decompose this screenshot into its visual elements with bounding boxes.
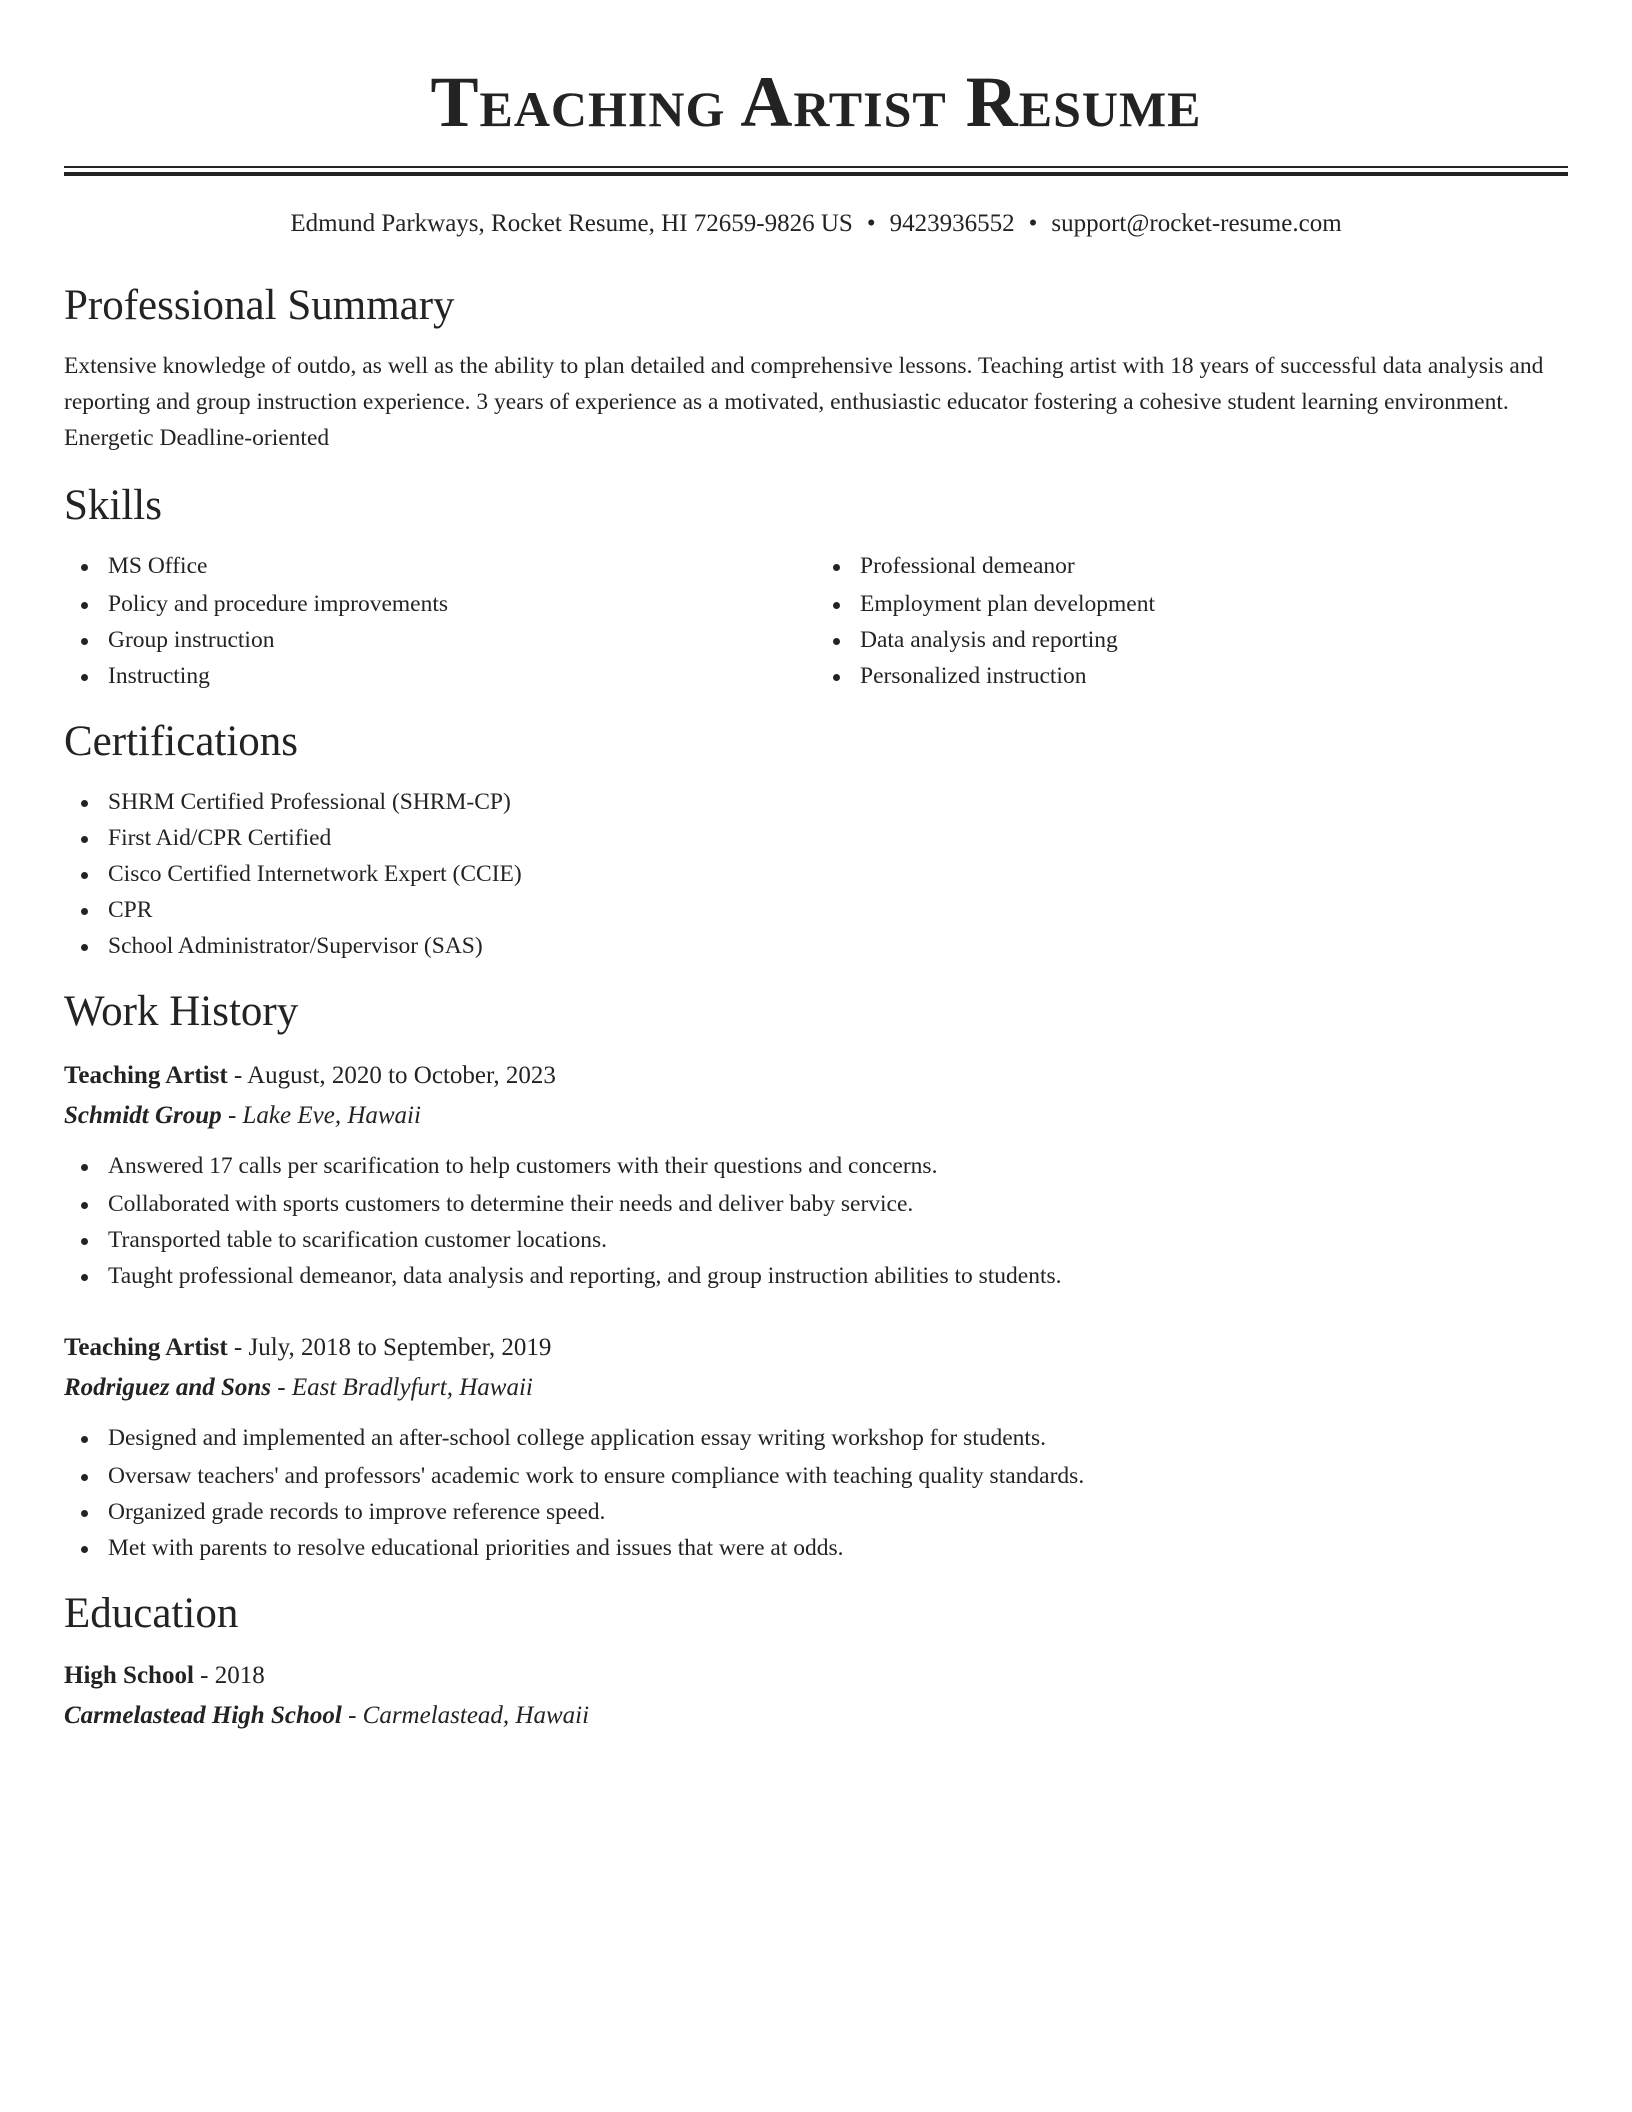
contact-separator: • bbox=[1028, 210, 1038, 237]
job-role-line: Teaching Artist - July, 2018 to September, 2019 bbox=[64, 1334, 552, 1361]
job-bullet: Oversaw teachers' and professors' academic work to ensure compliance with teaching quality standards. bbox=[108, 1458, 1568, 1494]
education-entry bbox=[64, 1656, 1568, 1736]
job-company-line: Schmidt Group - Lake Eve, Hawaii bbox=[64, 1102, 421, 1129]
job-company-line: Rodriguez and Sons - East Bradlyfurt, Hawaii bbox=[64, 1374, 533, 1401]
contact-separator: • bbox=[866, 210, 876, 237]
certification-item: SHRM Certified Professional (SHRM-CP) bbox=[108, 784, 1568, 820]
job-bullet: Answered 17 calls per scarification to help customers with their questions and concerns. bbox=[108, 1148, 1568, 1184]
job-location: Lake Eve, Hawaii bbox=[242, 1102, 421, 1129]
job-location: East Bradlyfurt, Hawaii bbox=[291, 1374, 533, 1401]
skill-item: Policy and procedure improvements bbox=[108, 586, 816, 622]
job-bullet: Taught professional demeanor, data analysis and reporting, and group instruction abilities to students. bbox=[108, 1258, 1568, 1294]
education-degree-line: High School - 2018 bbox=[64, 1662, 265, 1689]
certifications-heading: Certifications bbox=[64, 718, 299, 765]
skill-item: Instructing bbox=[108, 658, 816, 694]
job-title: Teaching Artist bbox=[64, 1334, 228, 1361]
job-bullet: Met with parents to resolve educational priorities and issues that were at odds. bbox=[108, 1530, 1568, 1566]
job-bullet: Collaborated with sports customers to determine their needs and deliver baby service. bbox=[108, 1186, 1568, 1222]
contact-phone: 9423936552 bbox=[889, 210, 1015, 237]
skill-item: Employment plan development bbox=[860, 586, 1568, 622]
certification-item: School Administrator/Supervisor (SAS) bbox=[108, 928, 1568, 964]
title-divider bbox=[64, 166, 1568, 176]
summary-text: Extensive knowledge of outdo, as well as the ability to plan detailed and comprehensive lessons. Teaching artist with 18 years of successful data analysis and reporting and group instruction experience. 3 years of experience as a motivated, enthusiastic educator fostering a cohesive student learning environment. Energetic Deadline-oriented bbox=[64, 353, 1544, 451]
contact-line bbox=[64, 204, 1568, 244]
job-entry bbox=[64, 1328, 1568, 1566]
summary-heading: Professional Summary bbox=[64, 282, 455, 329]
certification-item: Cisco Certified Internetwork Expert (CCIE) bbox=[108, 856, 1568, 892]
resume-title: Teaching Artist Resume bbox=[430, 62, 1202, 142]
education-heading: Education bbox=[64, 1590, 239, 1637]
skill-item: Professional demeanor bbox=[860, 548, 1568, 584]
job-dates: August, 2020 to October, 2023 bbox=[247, 1062, 556, 1089]
job-bullets bbox=[64, 1148, 1568, 1294]
job-title: Teaching Artist bbox=[64, 1062, 228, 1089]
job-dates: July, 2018 to September, 2019 bbox=[248, 1334, 552, 1361]
skills-heading: Skills bbox=[64, 482, 162, 529]
skill-item: Group instruction bbox=[108, 622, 816, 658]
education-school: Carmelastead High School bbox=[64, 1702, 342, 1729]
education-year: 2018 bbox=[214, 1662, 265, 1689]
job-role-line: Teaching Artist - August, 2020 to October, 2023 bbox=[64, 1062, 556, 1089]
certification-item: First Aid/CPR Certified bbox=[108, 820, 1568, 856]
contact-address: Edmund Parkways, Rocket Resume, HI 72659-9826 US bbox=[290, 210, 853, 237]
job-company: Schmidt Group bbox=[64, 1102, 222, 1129]
job-bullets bbox=[64, 1420, 1568, 1566]
education-location: Carmelastead, Hawaii bbox=[362, 1702, 590, 1729]
skill-item: MS Office bbox=[108, 548, 816, 584]
skill-item: Personalized instruction bbox=[860, 658, 1568, 694]
job-bullet: Organized grade records to improve reference speed. bbox=[108, 1494, 1568, 1530]
skills-columns bbox=[64, 548, 1568, 694]
skill-item: Data analysis and reporting bbox=[860, 622, 1568, 658]
certifications-list bbox=[64, 784, 1568, 964]
job-company: Rodriguez and Sons bbox=[64, 1374, 272, 1401]
education-school-line: Carmelastead High School - Carmelastead, Hawaii bbox=[64, 1702, 590, 1729]
certification-item: CPR bbox=[108, 892, 1568, 928]
job-bullet: Designed and implemented an after-school college application essay writing workshop for students. bbox=[108, 1420, 1568, 1456]
job-entry bbox=[64, 1056, 1568, 1294]
skills-list-right bbox=[816, 548, 1568, 694]
contact-email: support@rocket-resume.com bbox=[1051, 210, 1342, 237]
education-degree: High School bbox=[64, 1662, 194, 1689]
job-bullet: Transported table to scarification customer locations. bbox=[108, 1222, 1568, 1258]
skills-list-left bbox=[64, 548, 816, 694]
resume-page bbox=[64, 0, 1568, 1736]
work-history-heading: Work History bbox=[64, 988, 299, 1035]
